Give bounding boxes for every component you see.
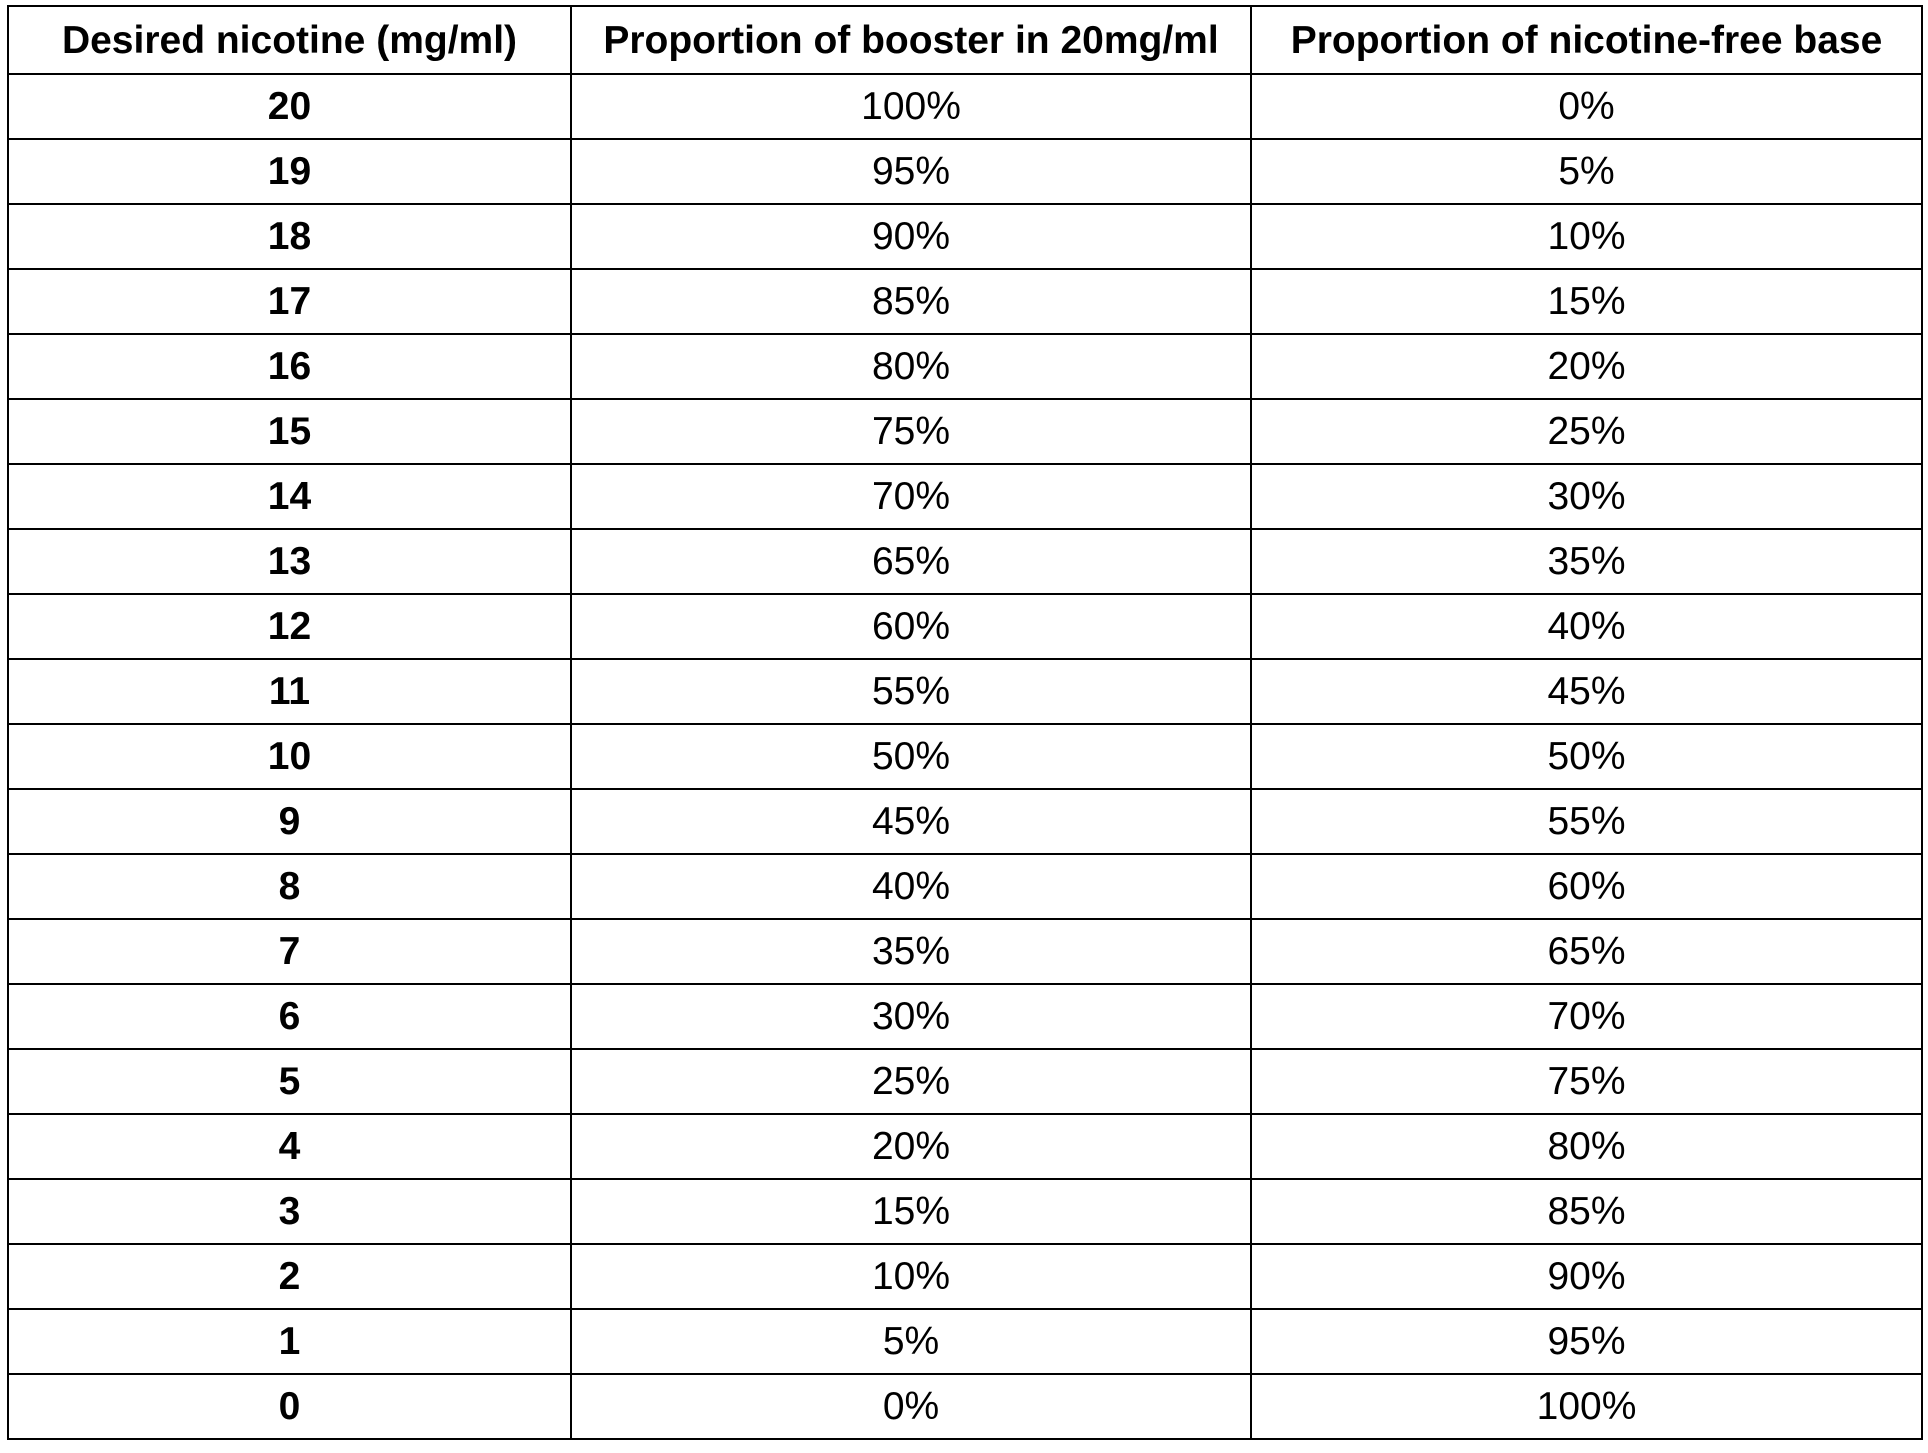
cell-base-proportion: 80% <box>1251 1114 1922 1179</box>
cell-base-proportion: 70% <box>1251 984 1922 1049</box>
table-row <box>8 594 1922 659</box>
cell-booster-proportion: 40% <box>571 854 1251 919</box>
table-row <box>8 854 1922 919</box>
cell-base-proportion: 10% <box>1251 204 1922 269</box>
cell-desired-nicotine: 11 <box>8 659 571 724</box>
cell-desired-nicotine: 2 <box>8 1244 571 1309</box>
table-header <box>8 6 1922 74</box>
cell-booster-proportion: 45% <box>571 789 1251 854</box>
cell-desired-nicotine: 4 <box>8 1114 571 1179</box>
cell-booster-proportion: 55% <box>571 659 1251 724</box>
cell-booster-proportion: 60% <box>571 594 1251 659</box>
header-row <box>8 6 1922 74</box>
table-row <box>8 334 1922 399</box>
header-desired-nicotine: Desired nicotine (mg/ml) <box>8 6 571 74</box>
cell-desired-nicotine: 6 <box>8 984 571 1049</box>
cell-booster-proportion: 100% <box>571 74 1251 139</box>
cell-booster-proportion: 75% <box>571 399 1251 464</box>
cell-desired-nicotine: 1 <box>8 1309 571 1374</box>
cell-base-proportion: 5% <box>1251 139 1922 204</box>
cell-desired-nicotine: 18 <box>8 204 571 269</box>
table-row <box>8 1179 1922 1244</box>
cell-desired-nicotine: 15 <box>8 399 571 464</box>
cell-desired-nicotine: 9 <box>8 789 571 854</box>
table-row <box>8 724 1922 789</box>
cell-booster-proportion: 20% <box>571 1114 1251 1179</box>
table-row <box>8 269 1922 334</box>
cell-booster-proportion: 85% <box>571 269 1251 334</box>
table-row <box>8 1374 1922 1439</box>
cell-desired-nicotine: 20 <box>8 74 571 139</box>
table-row <box>8 659 1922 724</box>
cell-booster-proportion: 25% <box>571 1049 1251 1114</box>
cell-booster-proportion: 30% <box>571 984 1251 1049</box>
cell-desired-nicotine: 7 <box>8 919 571 984</box>
cell-booster-proportion: 65% <box>571 529 1251 594</box>
cell-booster-proportion: 0% <box>571 1374 1251 1439</box>
cell-desired-nicotine: 16 <box>8 334 571 399</box>
cell-desired-nicotine: 14 <box>8 464 571 529</box>
table-row <box>8 1244 1922 1309</box>
cell-booster-proportion: 10% <box>571 1244 1251 1309</box>
cell-booster-proportion: 35% <box>571 919 1251 984</box>
cell-desired-nicotine: 0 <box>8 1374 571 1439</box>
cell-desired-nicotine: 13 <box>8 529 571 594</box>
table-row <box>8 399 1922 464</box>
cell-base-proportion: 50% <box>1251 724 1922 789</box>
cell-desired-nicotine: 5 <box>8 1049 571 1114</box>
table-body <box>8 74 1922 1439</box>
cell-base-proportion: 20% <box>1251 334 1922 399</box>
table-row <box>8 529 1922 594</box>
table-row <box>8 1114 1922 1179</box>
cell-booster-proportion: 50% <box>571 724 1251 789</box>
cell-base-proportion: 40% <box>1251 594 1922 659</box>
cell-base-proportion: 30% <box>1251 464 1922 529</box>
cell-base-proportion: 0% <box>1251 74 1922 139</box>
cell-base-proportion: 60% <box>1251 854 1922 919</box>
cell-base-proportion: 100% <box>1251 1374 1922 1439</box>
cell-desired-nicotine: 19 <box>8 139 571 204</box>
cell-desired-nicotine: 10 <box>8 724 571 789</box>
table-row <box>8 789 1922 854</box>
cell-booster-proportion: 15% <box>571 1179 1251 1244</box>
cell-base-proportion: 75% <box>1251 1049 1922 1114</box>
cell-booster-proportion: 95% <box>571 139 1251 204</box>
cell-base-proportion: 90% <box>1251 1244 1922 1309</box>
cell-booster-proportion: 90% <box>571 204 1251 269</box>
header-booster-proportion: Proportion of booster in 20mg/ml <box>571 6 1251 74</box>
table-row <box>8 464 1922 529</box>
cell-base-proportion: 35% <box>1251 529 1922 594</box>
cell-desired-nicotine: 8 <box>8 854 571 919</box>
table-row <box>8 1309 1922 1374</box>
cell-desired-nicotine: 3 <box>8 1179 571 1244</box>
cell-desired-nicotine: 17 <box>8 269 571 334</box>
cell-booster-proportion: 80% <box>571 334 1251 399</box>
cell-base-proportion: 65% <box>1251 919 1922 984</box>
table-row <box>8 74 1922 139</box>
cell-booster-proportion: 70% <box>571 464 1251 529</box>
table-row <box>8 139 1922 204</box>
cell-base-proportion: 85% <box>1251 1179 1922 1244</box>
nicotine-dilution-table <box>7 5 1923 1440</box>
cell-base-proportion: 45% <box>1251 659 1922 724</box>
table-row <box>8 984 1922 1049</box>
cell-booster-proportion: 5% <box>571 1309 1251 1374</box>
table-row <box>8 204 1922 269</box>
cell-base-proportion: 55% <box>1251 789 1922 854</box>
table-row <box>8 919 1922 984</box>
cell-base-proportion: 15% <box>1251 269 1922 334</box>
header-base-proportion: Proportion of nicotine-free base <box>1251 6 1922 74</box>
cell-desired-nicotine: 12 <box>8 594 571 659</box>
cell-base-proportion: 25% <box>1251 399 1922 464</box>
cell-base-proportion: 95% <box>1251 1309 1922 1374</box>
table-row <box>8 1049 1922 1114</box>
